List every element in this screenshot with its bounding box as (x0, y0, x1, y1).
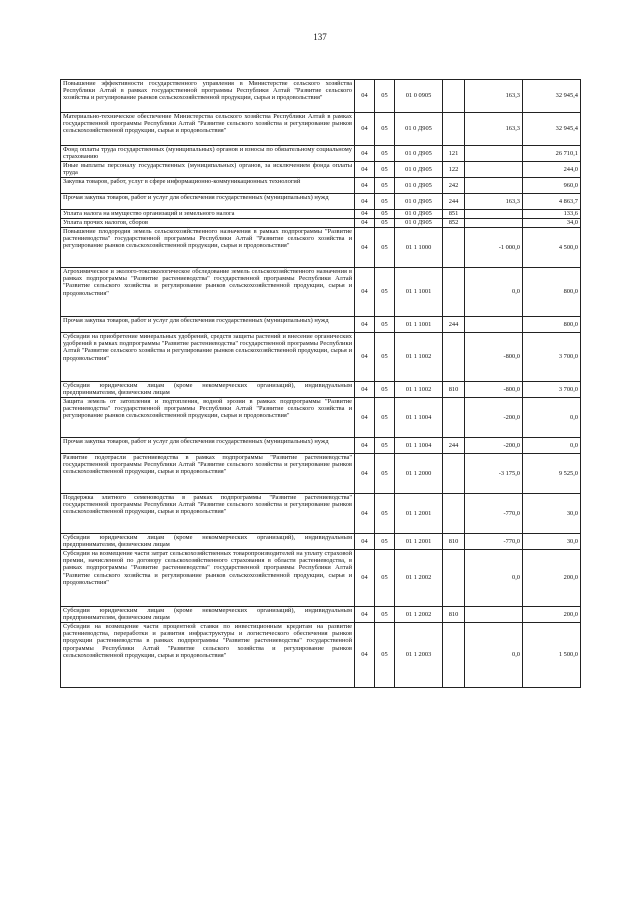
row-total-amount: 3 700,0 (523, 333, 581, 382)
row-description: Субсидии на возмещение части процентной ставки по инвестиционным кредитам на развитие растениеводства, переработки и развития инфраструктуры и логистического обеспечения рынков продукции растениеводства в рамках подпрограммы "Развитие растениеводства" государственной программы Республики Алтай "Развитие сельского хозяйства и регулирование рынков сельскохозяйственной продукции, сырья и продовольствия" (61, 623, 355, 688)
row-target-article: 01 1 2001 (395, 494, 443, 534)
row-target-article: 01 0 Д905 (395, 210, 443, 219)
row-subsection-code: 05 (375, 623, 395, 688)
table-row (61, 398, 581, 438)
row-section-code: 04 (355, 438, 375, 454)
row-subsection-code: 05 (375, 382, 395, 398)
row-expense-type: 851 (443, 210, 465, 219)
row-description: Развитие подотрасли растениеводства в рамках подпрограммы "Развитие растениеводства" государственной программы Республики Алтай "Развитие сельского хозяйства и регулирование рынков сельскохозяйственной продукции, сырья и продовольствия" (61, 454, 355, 494)
table-row (61, 210, 581, 219)
row-subsection-code: 05 (375, 194, 395, 210)
row-subsection-code: 05 (375, 219, 395, 228)
row-target-article: 01 1 2002 (395, 550, 443, 607)
row-subsection-code: 05 (375, 607, 395, 623)
table-row (61, 219, 581, 228)
row-section-code: 04 (355, 194, 375, 210)
row-expense-type: 810 (443, 607, 465, 623)
row-change-amount: -800,0 (465, 382, 523, 398)
row-target-article: 01 0 0905 (395, 80, 443, 113)
row-target-article: 01 1 1000 (395, 228, 443, 268)
row-change-amount (465, 178, 523, 194)
row-section-code: 04 (355, 317, 375, 333)
table-row (61, 333, 581, 382)
row-target-article: 01 0 Д905 (395, 178, 443, 194)
row-total-amount: 0,0 (523, 438, 581, 454)
table-row (61, 162, 581, 178)
row-total-amount: 9 525,0 (523, 454, 581, 494)
row-expense-type (443, 494, 465, 534)
row-subsection-code: 05 (375, 210, 395, 219)
row-subsection-code: 05 (375, 146, 395, 162)
row-change-amount: -3 175,0 (465, 454, 523, 494)
row-total-amount: 4 863,7 (523, 194, 581, 210)
row-expense-type (443, 113, 465, 146)
row-total-amount: 32 945,4 (523, 80, 581, 113)
row-description: Материально-техническое обеспечение Министерства сельского хозяйства Республики Алтай в рамках государственной программы Республики Алтай "Развитие сельского хозяйства и регулирование рынков сельскохозяйственной продукции, сырья и продовольствия" (61, 113, 355, 146)
row-total-amount: 4 500,0 (523, 228, 581, 268)
row-subsection-code: 05 (375, 178, 395, 194)
table-row (61, 268, 581, 317)
row-subsection-code: 05 (375, 494, 395, 534)
row-description: Повышение эффективности государственного управления в Министерстве сельского хозяйства Республики Алтай в рамках государственной программы Республики Алтай "Развитие сельского хозяйства и регулирование рынков сельскохозяйственной продукции, сырья и продовольствия" (61, 80, 355, 113)
row-change-amount: -770,0 (465, 534, 523, 550)
row-target-article: 01 1 1002 (395, 382, 443, 398)
table-row (61, 623, 581, 688)
row-total-amount: 0,0 (523, 398, 581, 438)
row-section-code: 04 (355, 228, 375, 268)
row-section-code: 04 (355, 80, 375, 113)
row-expense-type (443, 398, 465, 438)
row-change-amount: -200,0 (465, 398, 523, 438)
table-row (61, 550, 581, 607)
row-total-amount: 32 945,4 (523, 113, 581, 146)
row-expense-type (443, 623, 465, 688)
row-target-article: 01 0 Д905 (395, 162, 443, 178)
row-description: Защита земель от затопления и подтопления, водной эрозии в рамках подпрограммы "Развитие растениеводства" государственной программы Республики Алтай "Развитие сельского хозяйства и регулирование рынков сельскохозяйственной продукции, сырья и продовольствия" (61, 398, 355, 438)
table-row (61, 317, 581, 333)
row-expense-type: 810 (443, 382, 465, 398)
row-target-article: 01 0 Д905 (395, 113, 443, 146)
row-target-article: 01 1 2002 (395, 607, 443, 623)
row-subsection-code: 05 (375, 454, 395, 494)
row-section-code: 04 (355, 146, 375, 162)
row-target-article: 01 1 2000 (395, 454, 443, 494)
table-row (61, 113, 581, 146)
row-expense-type: 852 (443, 219, 465, 228)
row-subsection-code: 05 (375, 268, 395, 317)
row-description: Субсидии юридическим лицам (кроме некоммерческих организаций), индивидуальным предпринимателям, физическим лицам (61, 382, 355, 398)
row-description: Закупка товаров, работ, услуг в сфере информационно-коммуникационных технологий (61, 178, 355, 194)
row-section-code: 04 (355, 178, 375, 194)
table-row (61, 80, 581, 113)
row-expense-type (443, 228, 465, 268)
row-subsection-code: 05 (375, 534, 395, 550)
row-total-amount: 800,0 (523, 317, 581, 333)
row-total-amount: 200,0 (523, 607, 581, 623)
row-target-article: 01 1 1004 (395, 438, 443, 454)
row-description: Агрохимическое и эколого-токсикологическое обследование земель сельскохозяйственного назначения в рамках подпрограммы "Развитие растениеводства" государственной программы Республики Алтай "Развитие сельского хозяйства и регулирование рынков сельскохозяйственной продукции, сырья и продовольствия" (61, 268, 355, 317)
row-expense-type (443, 80, 465, 113)
row-section-code: 04 (355, 268, 375, 317)
row-description: Повышение плодородия земель сельскохозяйственного назначения в рамках подпрограммы "Развитие растениеводства" государственной программы Республики Алтай "Развитие сельского хозяйства и регулирование рынков сельскохозяйственной продукции, сырья и продовольствия" (61, 228, 355, 268)
row-subsection-code: 05 (375, 550, 395, 607)
row-target-article: 01 0 Д905 (395, 146, 443, 162)
row-expense-type: 244 (443, 194, 465, 210)
row-expense-type (443, 268, 465, 317)
row-target-article: 01 0 Д905 (395, 219, 443, 228)
row-total-amount: 960,0 (523, 178, 581, 194)
row-change-amount: 0,0 (465, 550, 523, 607)
row-subsection-code: 05 (375, 80, 395, 113)
row-change-amount: -200,0 (465, 438, 523, 454)
row-target-article: 01 1 2001 (395, 534, 443, 550)
row-description: Поддержка элитного семеноводства в рамках подпрограммы "Развитие растениеводства" государственной программы Республики Алтай "Развитие сельского хозяйства и регулирование рынков сельскохозяйственной продукции, сырья и продовольствия" (61, 494, 355, 534)
row-description: Уплата налога на имущество организаций и земельного налога (61, 210, 355, 219)
row-target-article: 01 1 1004 (395, 398, 443, 438)
budget-table (60, 79, 581, 688)
row-change-amount (465, 210, 523, 219)
row-change-amount (465, 146, 523, 162)
row-total-amount: 34,0 (523, 219, 581, 228)
row-section-code: 04 (355, 623, 375, 688)
row-expense-type: 121 (443, 146, 465, 162)
row-target-article: 01 0 Д905 (395, 194, 443, 210)
row-change-amount: 0,0 (465, 623, 523, 688)
table-row (61, 178, 581, 194)
table-row (61, 607, 581, 623)
row-change-amount: 0,0 (465, 268, 523, 317)
row-change-amount (465, 162, 523, 178)
row-target-article: 01 1 1002 (395, 333, 443, 382)
row-section-code: 04 (355, 162, 375, 178)
row-description: Прочая закупка товаров, работ и услуг для обеспечения государственных (муниципальных) нужд (61, 317, 355, 333)
row-total-amount: 30,0 (523, 534, 581, 550)
table-row (61, 494, 581, 534)
row-total-amount: 244,0 (523, 162, 581, 178)
row-change-amount: -800,0 (465, 333, 523, 382)
row-description: Субсидии юридическим лицам (кроме некоммерческих организаций), индивидуальным предпринимателям, физическим лицам (61, 534, 355, 550)
row-section-code: 04 (355, 454, 375, 494)
table-body (61, 80, 581, 688)
row-section-code: 04 (355, 333, 375, 382)
row-total-amount: 1 500,0 (523, 623, 581, 688)
row-subsection-code: 05 (375, 438, 395, 454)
page-number: 137 (313, 32, 327, 42)
row-total-amount: 30,0 (523, 494, 581, 534)
row-total-amount: 26 710,1 (523, 146, 581, 162)
row-change-amount: 163,3 (465, 194, 523, 210)
row-total-amount: 200,0 (523, 550, 581, 607)
row-section-code: 04 (355, 550, 375, 607)
row-section-code: 04 (355, 534, 375, 550)
row-section-code: 04 (355, 494, 375, 534)
row-change-amount (465, 317, 523, 333)
row-subsection-code: 05 (375, 317, 395, 333)
row-total-amount: 800,0 (523, 268, 581, 317)
row-expense-type: 244 (443, 317, 465, 333)
row-total-amount: 3 700,0 (523, 382, 581, 398)
row-subsection-code: 05 (375, 333, 395, 382)
table-row (61, 534, 581, 550)
row-target-article: 01 1 1001 (395, 317, 443, 333)
row-description: Иные выплаты персоналу государственных (муниципальных) органов, за исключением фонда оплаты труда (61, 162, 355, 178)
row-description: Прочая закупка товаров, работ и услуг для обеспечения государственных (муниципальных) нужд (61, 194, 355, 210)
row-expense-type: 810 (443, 534, 465, 550)
row-subsection-code: 05 (375, 113, 395, 146)
row-section-code: 04 (355, 219, 375, 228)
row-section-code: 04 (355, 210, 375, 219)
row-description: Субсидии юридическим лицам (кроме некоммерческих организаций), индивидуальным предпринимателям, физическим лицам (61, 607, 355, 623)
row-target-article: 01 1 1001 (395, 268, 443, 317)
row-section-code: 04 (355, 382, 375, 398)
row-change-amount: -1 000,0 (465, 228, 523, 268)
row-description: Субсидии на возмещение части затрат сельскохозяйственных товаропроизводителей на уплату страховой премии, начисленной по договору сельскохозяйственного страхования в области растениеводства, в рамках подпрограммы "Развитие растениеводства" государственной программы Республики Алтай "Развитие сельского хозяйства и регулирование рынков сельскохозяйственной продукции, сырья и продовольствия" (61, 550, 355, 607)
row-change-amount: 163,3 (465, 113, 523, 146)
row-description: Прочая закупка товаров, работ и услуг для обеспечения государственных (муниципальных) нужд (61, 438, 355, 454)
table-row (61, 438, 581, 454)
row-change-amount: -770,0 (465, 494, 523, 534)
row-section-code: 04 (355, 398, 375, 438)
row-subsection-code: 05 (375, 228, 395, 268)
row-expense-type: 242 (443, 178, 465, 194)
row-description: Фонд оплаты труда государственных (муниципальных) органов и взносы по обязательному социальному страхованию (61, 146, 355, 162)
row-change-amount (465, 219, 523, 228)
row-change-amount: 163,3 (465, 80, 523, 113)
row-expense-type (443, 550, 465, 607)
row-subsection-code: 05 (375, 398, 395, 438)
row-expense-type: 244 (443, 438, 465, 454)
row-expense-type (443, 454, 465, 494)
table-row (61, 194, 581, 210)
table-row (61, 146, 581, 162)
table-row (61, 228, 581, 268)
row-target-article: 01 1 2003 (395, 623, 443, 688)
row-description: Уплата прочих налогов, сборов (61, 219, 355, 228)
row-expense-type: 122 (443, 162, 465, 178)
row-section-code: 04 (355, 113, 375, 146)
row-expense-type (443, 333, 465, 382)
row-description: Субсидии на приобретение минеральных удобрений, средств защиты растений и внесение органических удобрений в рамках подпрограммы "Развитие растениеводства" государственной программы Республики Алтай "Развитие сельского хозяйства и регулирование рынков сельскохозяйственной продукции, сырья и продовольствия" (61, 333, 355, 382)
table-row (61, 382, 581, 398)
table-row (61, 454, 581, 494)
row-total-amount: 133,6 (523, 210, 581, 219)
row-subsection-code: 05 (375, 162, 395, 178)
row-section-code: 04 (355, 607, 375, 623)
row-change-amount (465, 607, 523, 623)
